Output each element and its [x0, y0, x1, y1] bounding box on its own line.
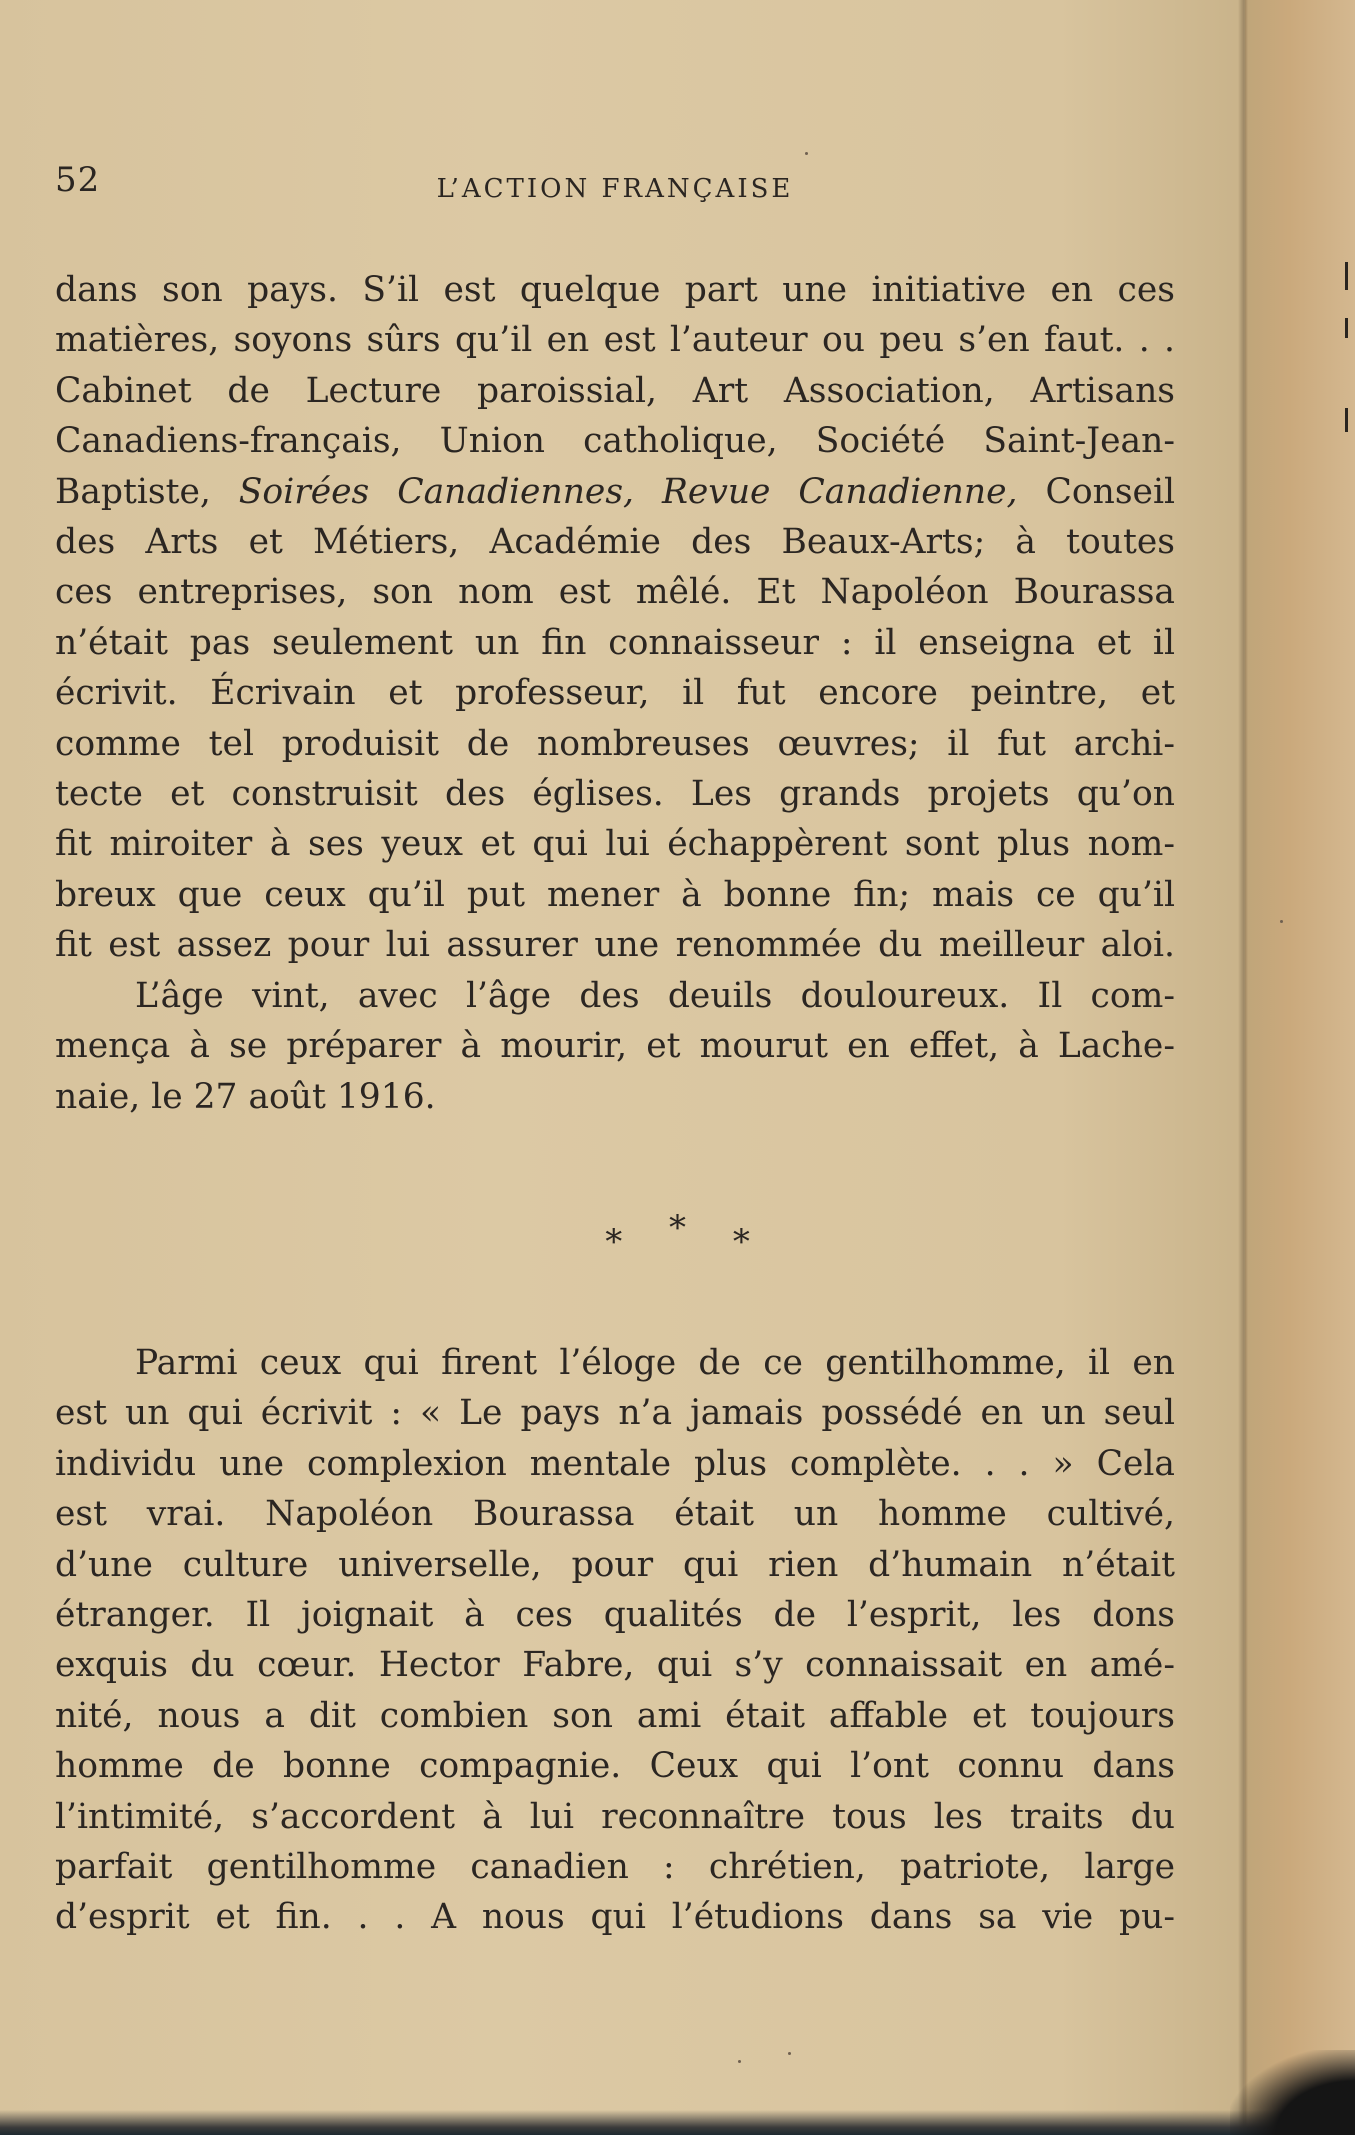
text-line: étranger. Il joignait à ces qualités de l’esprit, les dons — [55, 1595, 1175, 1636]
asterisk: * — [732, 1222, 750, 1262]
paper-speck — [805, 152, 808, 155]
text-line: mença à se préparer à mourir, et mourut en effet, à Lache- — [55, 1026, 1175, 1067]
text-line: d’esprit et fin. . . A nous qui l’étudions dans sa vie pu- — [55, 1897, 1175, 1938]
text-line: nité, nous a dit combien son ami était affable et toujours — [55, 1695, 1175, 1736]
text-line: L’âge vint, avec l’âge des deuils douloureux. Il com- — [135, 975, 1175, 1016]
asterisk: * — [605, 1222, 623, 1262]
text-line: exquis du cœur. Hector Fabre, qui s’y connaissait en amé- — [55, 1645, 1175, 1686]
text-line: homme de bonne compagnie. Ceux qui l’ont connu dans — [55, 1746, 1175, 1787]
text-line: ces entreprises, son nom est mêlé. Et Napoléon Bourassa — [55, 572, 1175, 613]
text-line: naie, le 27 août 1916. — [55, 1076, 436, 1117]
text-line: dans son pays. S’il est quelque part une initiative en ces — [55, 270, 1175, 310]
text-line: écrivit. Écrivain et professeur, il fut encore peintre, et — [55, 673, 1175, 714]
margin-mark — [1345, 408, 1348, 432]
italic-title: Soirées Canadiennes, — [238, 471, 635, 512]
margin-mark — [1345, 262, 1348, 290]
page-corner-shadow — [1230, 2050, 1355, 2135]
running-title: L’ACTION FRANÇAISE — [436, 174, 794, 204]
paper-speck — [738, 2060, 741, 2063]
page-bottom-shadow — [0, 2110, 1355, 2135]
text-fragment: Baptiste, — [55, 471, 211, 512]
text-line: matières, soyons sûrs qu’il en est l’auteur ou peu s’en faut. . . — [55, 320, 1175, 361]
asterisk: * — [669, 1208, 686, 1248]
text-fragment: Conseil — [1045, 471, 1176, 512]
book-gutter — [1245, 0, 1355, 2135]
margin-mark — [1345, 318, 1348, 338]
text-block-2 — [55, 1338, 1175, 1943]
text-line: fit miroiter à ses yeux et qui lui échappèrent sont plus nom- — [55, 824, 1175, 865]
section-break-asterism — [0, 1208, 1355, 1262]
text-line: breux que ceux qu’il put mener à bonne fin; mais ce qu’il — [55, 874, 1175, 915]
text-line: comme tel produisit de nombreuses œuvres; il fut archi- — [55, 723, 1175, 764]
italic-title: Revue Canadienne, — [661, 471, 1018, 512]
text-line: tecte et construisit des églises. Les grands projets qu’on — [55, 774, 1175, 815]
text-line: fit est assez pour lui assurer une renommée du meilleur aloi. — [55, 925, 1175, 966]
text-line: des Arts et Métiers, Académie des Beaux-Arts; à toutes — [55, 522, 1175, 563]
page-header — [55, 160, 1175, 220]
paper-speck — [1280, 920, 1283, 923]
page-number: 52 — [55, 160, 101, 200]
text-line: Parmi ceux qui firent l’éloge de ce gentilhomme, il en — [135, 1343, 1175, 1383]
text-line: parfait gentilhomme canadien : chrétien, patriote, large — [55, 1847, 1175, 1888]
text-line: Canadiens-français, Union catholique, Société Saint-Jean- — [55, 421, 1175, 462]
text-line: d’une culture universelle, pour qui rien d’humain n’était — [55, 1544, 1175, 1585]
text-line: n’était pas seulement un fin connaisseur : il enseigna et il — [55, 622, 1175, 663]
text-line: Cabinet de Lecture paroissial, Art Association, Artisans — [55, 370, 1175, 411]
text-line: est un qui écrivit : « Le pays n’a jamais possédé en un seul — [55, 1393, 1175, 1434]
text-line: est vrai. Napoléon Bourassa était un homme cultivé, — [55, 1494, 1175, 1535]
page-edge-shadow — [1238, 0, 1248, 2135]
text-line: individu une complexion mentale plus complète. . . » Cela — [55, 1443, 1175, 1484]
text-line: l’intimité, s’accordent à lui reconnaître tous les traits du — [55, 1796, 1175, 1837]
paper-speck — [788, 2052, 791, 2055]
text-line-with-italics — [55, 467, 1175, 517]
text-block-1 — [55, 265, 1175, 1122]
